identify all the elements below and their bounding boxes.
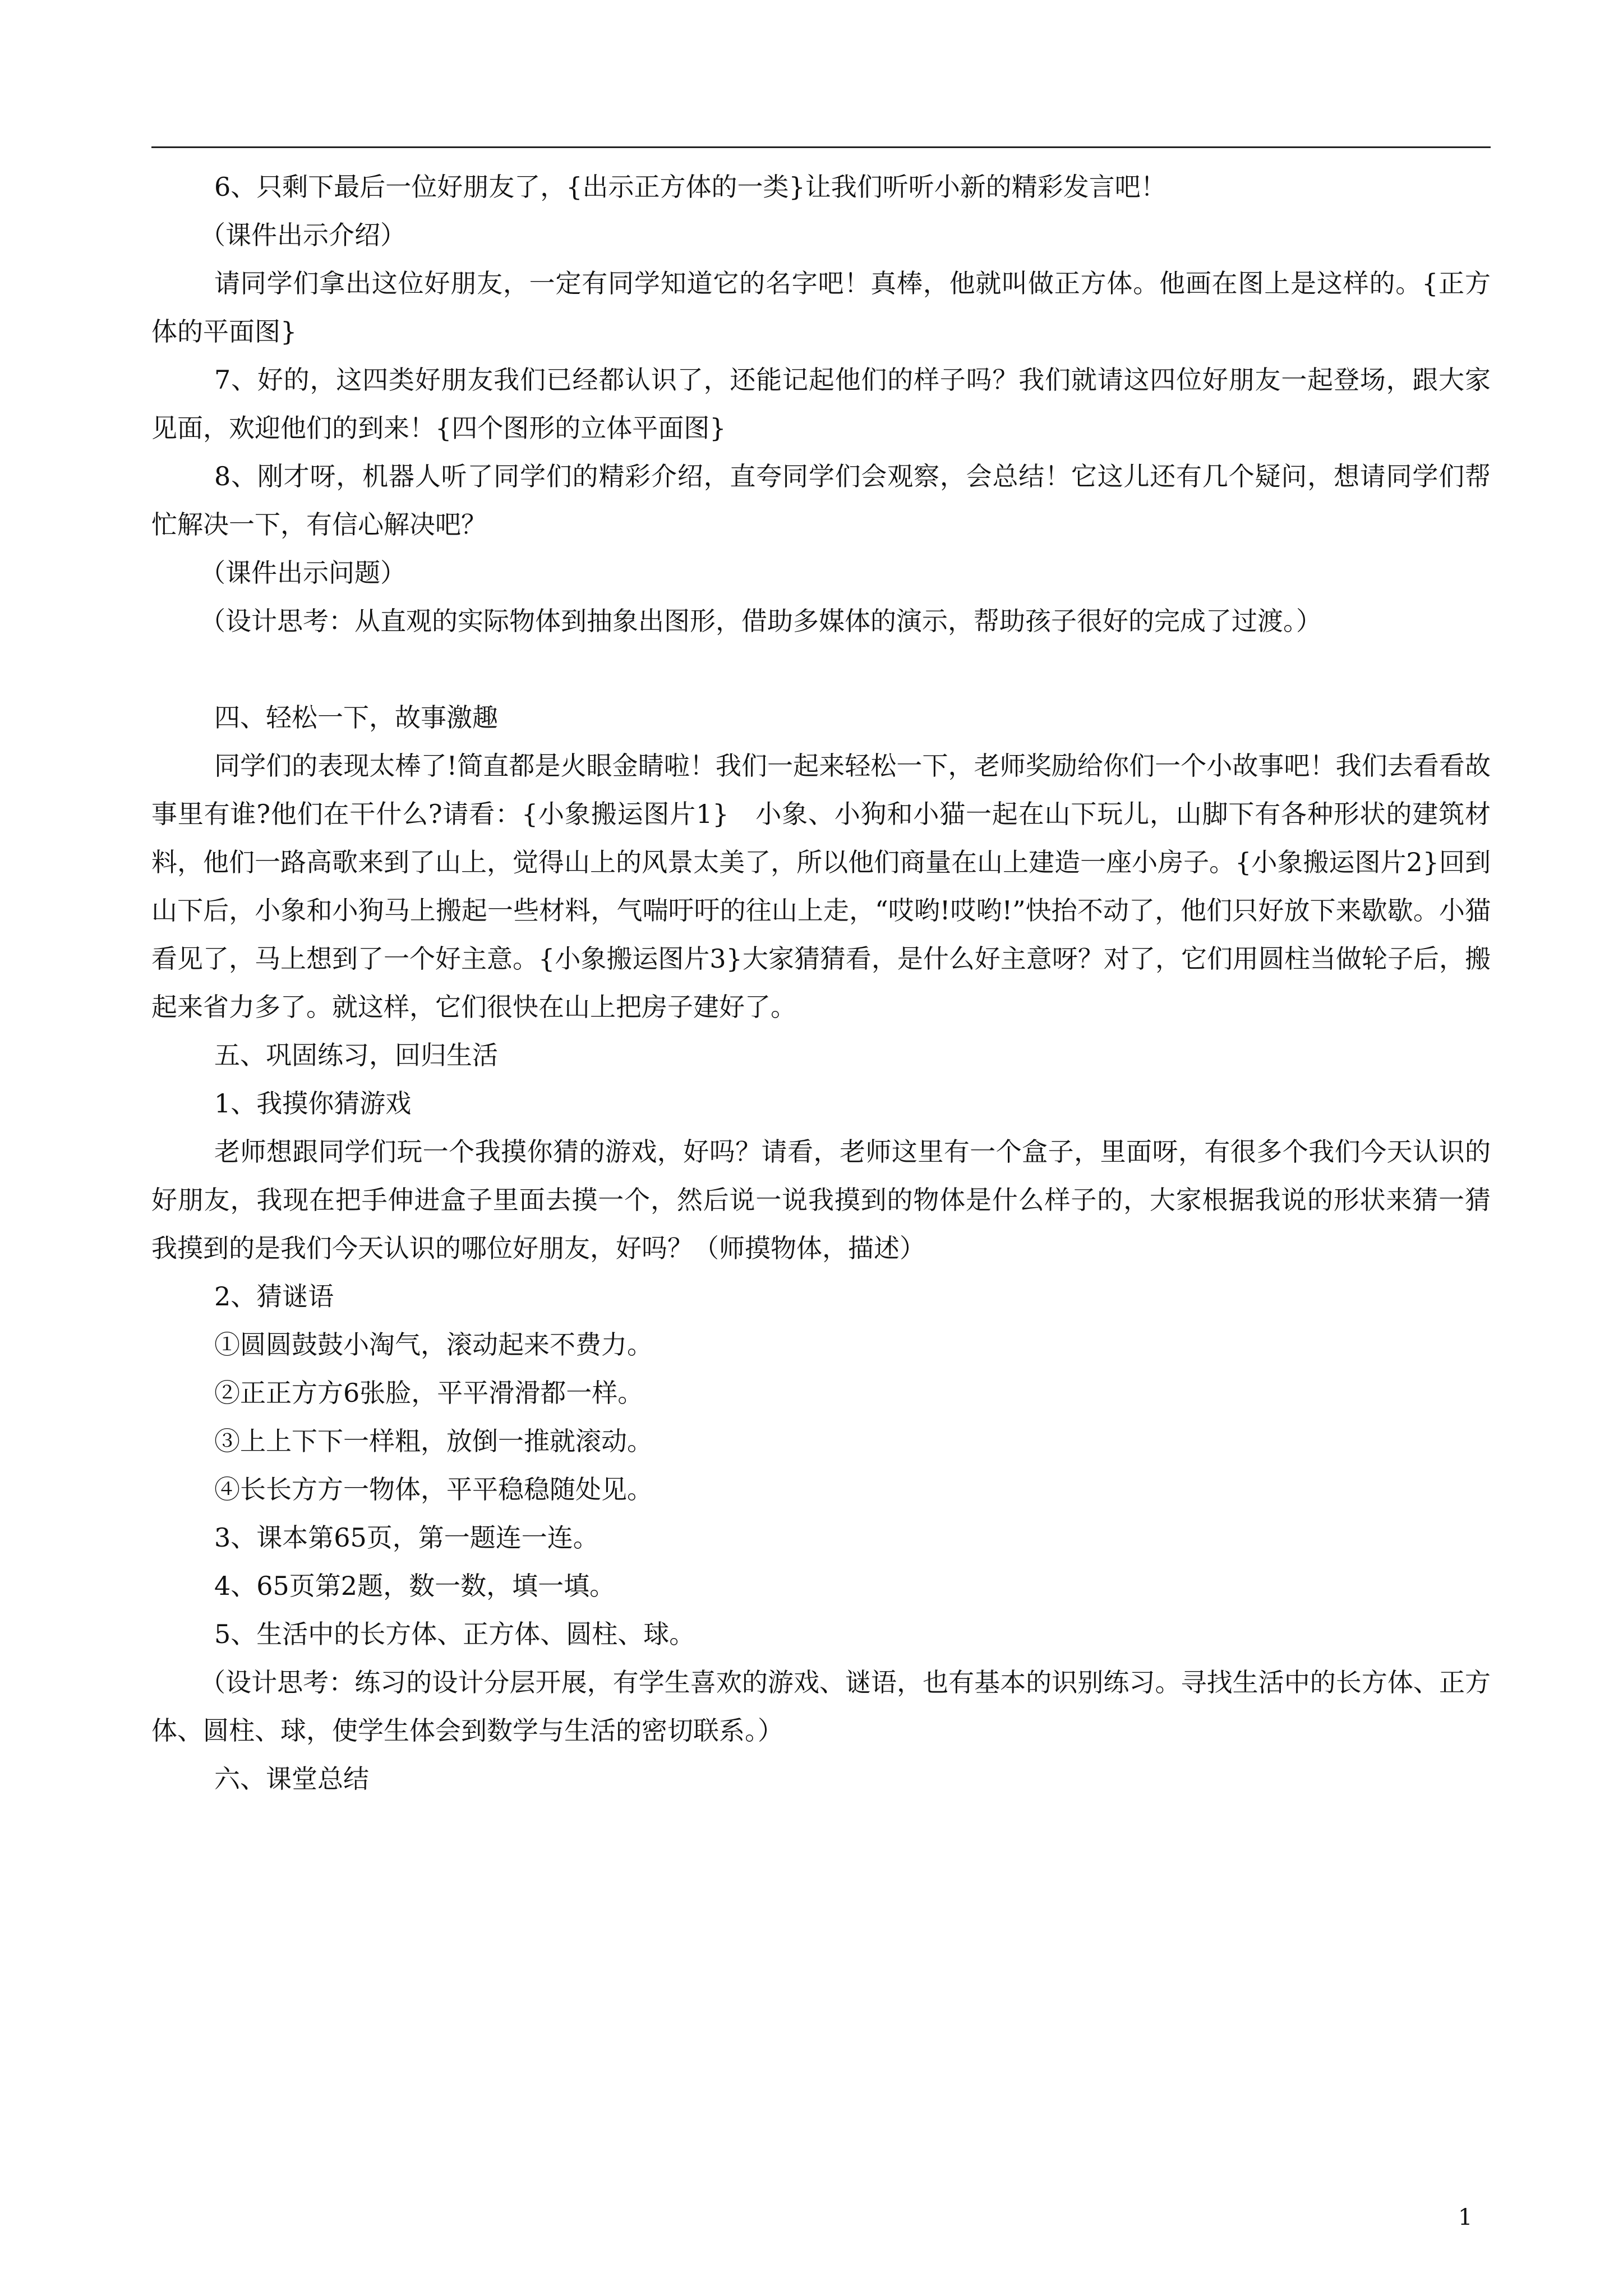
section-heading-5: 五、巩固练习，回归生活 bbox=[214, 1040, 498, 1070]
riddle-4: ④长长方方一物体，平平稳稳随处见。 bbox=[214, 1474, 653, 1504]
paragraph-courseware-question: （课件出示问题） bbox=[200, 558, 406, 588]
paragraph-touch-guess: 老师想跟同学们玩一个我摸你猜的游戏，好吗？请看，老师这里有一个盒子，里面呀，有很多个我们今天认识的好朋友，我现在把手伸进盒子里面去摸一个，然后说一说我摸到的物体是什么样子的，大家根据我说的形状来猜一猜我摸到的是我们今天认识的哪位好朋友，好吗？（师摸物体，描述） bbox=[151, 1137, 1491, 1263]
paragraph-design-note-1: （设计思考：从直观的实际物体到抽象出图形，借助多媒体的演示，帮助孩子很好的完成了过渡。） bbox=[200, 606, 1322, 636]
paragraph-courseware-intro: （课件出示介绍） bbox=[200, 220, 406, 250]
riddle-1: ①圆圆鼓鼓小淘气，滚动起来不费力。 bbox=[214, 1329, 653, 1360]
paragraph-story: 同学们的表现太棒了!简直都是火眼金睛啦！我们一起来轻松一下，老师奖励给你们一个小故事吧！我们去看看故事里有谁?他们在干什么?请看：{小象搬运图片1} 小象、小狗和小猫一起在山下玩儿，山脚下有各种形状的建筑材料，他们一路高歌来到了山上，觉得山上的风景太美了，所以他们商量在山上建造一座小房子。{小象搬运图片2}回到山下后，小象和小狗马上搬起一些材料，气喘吁吁的往山上走，“哎哟!哎哟!”快抬不动了，他们只好放下来歇歇。小猫看见了，马上想到了一个好主意。{小象搬运图片3}大家猜猜看，是什么好主意呀？对了，它们用圆柱当做轮子后，搬起来省力多了。就这样，它们很快在山上把房子建好了。 bbox=[151, 751, 1491, 1022]
document-body bbox=[151, 163, 1491, 1803]
paragraph-step7: 7、好的，这四类好朋友我们已经都认识了，还能记起他们的样子吗？我们就请这四位好朋友一起登场，跟大家见面，欢迎他们的到来！{四个图形的立体平面图} bbox=[151, 365, 1491, 443]
paragraph-step6: 6、只剩下最后一位好朋友了，{出示正方体的一类}让我们听听小新的精彩发言吧！ bbox=[214, 172, 1166, 202]
item-page65-q2: 4、65页第2题，数一数，填一填。 bbox=[214, 1571, 616, 1601]
blank-line bbox=[151, 645, 1491, 693]
item-life-shapes: 5、生活中的长方体、正方体、圆柱、球。 bbox=[214, 1619, 695, 1649]
riddle-3: ③上上下下一样粗，放倒一推就滚动。 bbox=[214, 1426, 653, 1456]
riddle-2: ②正正方方6张脸，平平滑滑都一样。 bbox=[214, 1378, 644, 1408]
header-rule bbox=[151, 146, 1491, 148]
paragraph-design-note-2: （设计思考：练习的设计分层开展，有学生喜欢的游戏、谜语，也有基本的识别练习。寻找生活中的长方体、正方体、圆柱、球，使学生体会到数学与生活的密切联系。） bbox=[151, 1667, 1491, 1746]
section-heading-6: 六、课堂总结 bbox=[214, 1764, 369, 1794]
item-textbook-65: 3、课本第65页，第一题连一连。 bbox=[214, 1522, 599, 1553]
item-riddles: 2、猜谜语 bbox=[214, 1281, 334, 1312]
section-heading-4: 四、轻松一下，故事激趣 bbox=[214, 702, 498, 733]
paragraph-cube-name: 请同学们拿出这位好朋友，一定有同学知道它的名字吧！真棒，他就叫做正方体。他画在图上是这样的。{正方体的平面图} bbox=[151, 268, 1491, 347]
item-touch-guess: 1、我摸你猜游戏 bbox=[214, 1088, 412, 1119]
paragraph-step8: 8、刚才呀，机器人听了同学们的精彩介绍，直夸同学们会观察，会总结！它这儿还有几个疑问，想请同学们帮忙解决一下，有信心解决吧？ bbox=[151, 461, 1491, 540]
page-number: 1 bbox=[1458, 2205, 1473, 2230]
